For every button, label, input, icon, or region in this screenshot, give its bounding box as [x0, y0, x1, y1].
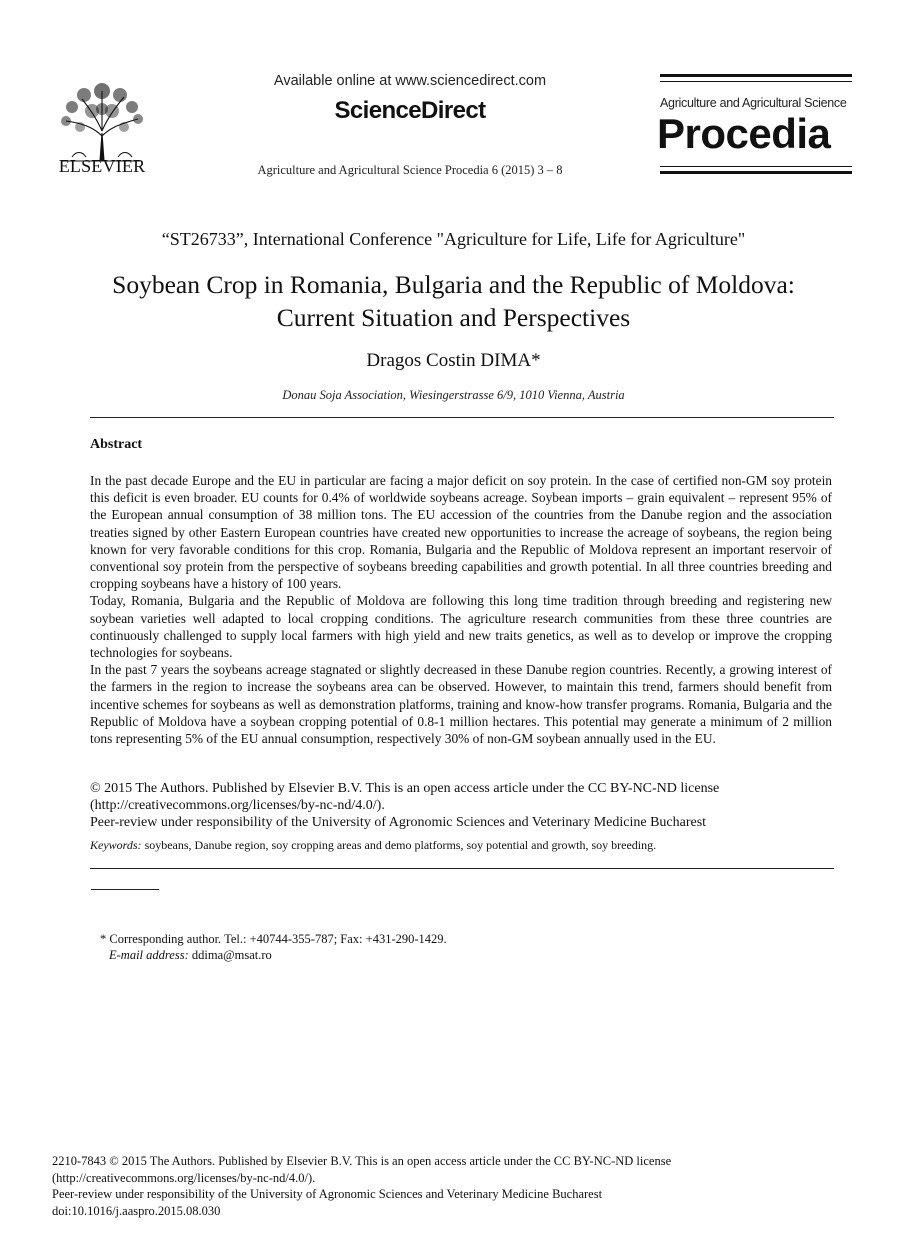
- footnote-rule: [91, 889, 159, 890]
- available-online-text: Available online at www.sciencedirect.com: [273, 73, 547, 89]
- abstract-body: [90, 472, 832, 747]
- abstract-paragraph: In the past decade Europe and the EU in particular are facing a major deficit on soy protein. In the case of certified non-GM soy protein this deficit is even broader. EU counts for 0.4% of worldwide soybeans acreage. Soybean imports – grain equivalent – represent 95% of the European annual consumption of 38 million tons. The EU accession of the countries from the Danube region and the association treaties signed by other Eastern European countries have created new opportunities to increase the acreage of soybeans, the region being known for very favorable conditions for this crop. Romania, Bulgaria and the Republic of Moldova represent an important reservoir of conventional soy protein from the perspective of soybeans breeding capabilities and growth potential. In all three countries breeding and cropping soybeans have a history of 100 years.: [90, 473, 832, 592]
- article-title-line2: Current Situation and Perspectives: [276, 303, 631, 332]
- bottom-peer-review: Peer-review under responsibility of the University of Agronomic Sciences and Veterinary Medicine Bucharest: [52, 1187, 603, 1201]
- conference-line: “ST26733”, International Conference "Agriculture for Life, Life for Agriculture": [161, 229, 746, 249]
- email-line: [100, 947, 800, 963]
- license-block: [90, 780, 832, 831]
- peer-review-line: Peer-review under responsibility of the University of Agronomic Sciences and Veterinary Medicine Bucharest: [90, 815, 707, 830]
- abstract-paragraph: In the past 7 years the soybeans acreage stagnated or slightly decreased in these Danube region countries. Recently, a growing interest of the farmers in the region to increase the soybeans area can be observed. However, to maintain this trend, farmers should benefit from incentive schemes for soybeans as well as demonstration platforms, training and know-how transfer programs. Romania, Bulgaria and the Republic of Moldova have a soybean cropping potential of 0.8-1 million hectares. This potential may generate a minimum of 2 million tons representing 5% of the EU annual consumption, respectively 30% of non-GM soybean annually used in the EU.: [90, 662, 832, 747]
- footnote: [100, 931, 800, 963]
- procedia-rule-bottom-thin: [660, 166, 852, 167]
- procedia-rule-top-thin: [660, 81, 852, 82]
- article-title-line1: Soybean Crop in Romania, Bulgaria and the Republic of Moldova:: [112, 270, 795, 299]
- license-link[interactable]: (http://creativecommons.org/licenses/by-nc-nd/4.0/).: [90, 798, 385, 813]
- abstract-heading: Abstract: [90, 437, 143, 452]
- doi-line[interactable]: doi:10.1016/j.aaspro.2015.08.030: [52, 1203, 221, 1218]
- journal-reference: Agriculture and Agricultural Science Procedia 6 (2015) 3 – 8: [257, 163, 563, 177]
- bottom-license-link[interactable]: (http://creativecommons.org/licenses/by-nc-nd/4.0/).: [52, 1170, 316, 1185]
- license-line: © 2015 The Authors. Published by Elsevier B.V. This is an open access article under the CC BY-NC-ND license: [90, 781, 720, 796]
- email-address[interactable]: ddima@msat.ro: [188, 948, 272, 962]
- procedia-subtitle: Agriculture and Agricultural Science: [660, 96, 847, 110]
- abstract-paragraph: Today, Romania, Bulgaria and the Republic of Moldova are following this long time tradition through breeding and registering new soybean varieties well adapted to local cropping conditions. The agriculture research communities from these three countries are continuously challenged to supply local farmers with high yield and new traits genetics, as well as to develop or improve the cropping technologies for soybeans.: [90, 593, 832, 661]
- divider-top: [90, 417, 834, 418]
- procedia-wordmark: Procedia: [657, 110, 831, 157]
- procedia-rule-top: [660, 74, 852, 77]
- email-label: E-mail address:: [109, 948, 189, 962]
- author-affiliation: Donau Soja Association, Wiesingerstrasse 6/9, 1010 Vienna, Austria: [282, 388, 625, 402]
- keywords-text: soybeans, Danube region, soy cropping areas and demo platforms, soy potential and growth, soy breeding.: [141, 838, 657, 852]
- keywords-label: Keywords:: [90, 838, 142, 852]
- issn-license-line: 2210-7843 © 2015 The Authors. Published by Elsevier B.V. This is an open access article under the CC BY-NC-ND license: [52, 1154, 672, 1168]
- article-title: [60, 268, 847, 334]
- divider-bottom: [90, 868, 834, 869]
- keywords-line: [90, 838, 832, 853]
- elsevier-wordmark: ELSEVIER: [58, 156, 146, 176]
- corresponding-author: * Corresponding author. Tel.: +40744-355-787; Fax: +431-290-1429.: [100, 932, 447, 946]
- procedia-rule-bottom: [660, 171, 852, 174]
- author-name: Dragos Costin DIMA*: [366, 350, 541, 371]
- bottom-license: [52, 1153, 812, 1219]
- sciencedirect-wordmark: ScienceDirect: [334, 97, 486, 124]
